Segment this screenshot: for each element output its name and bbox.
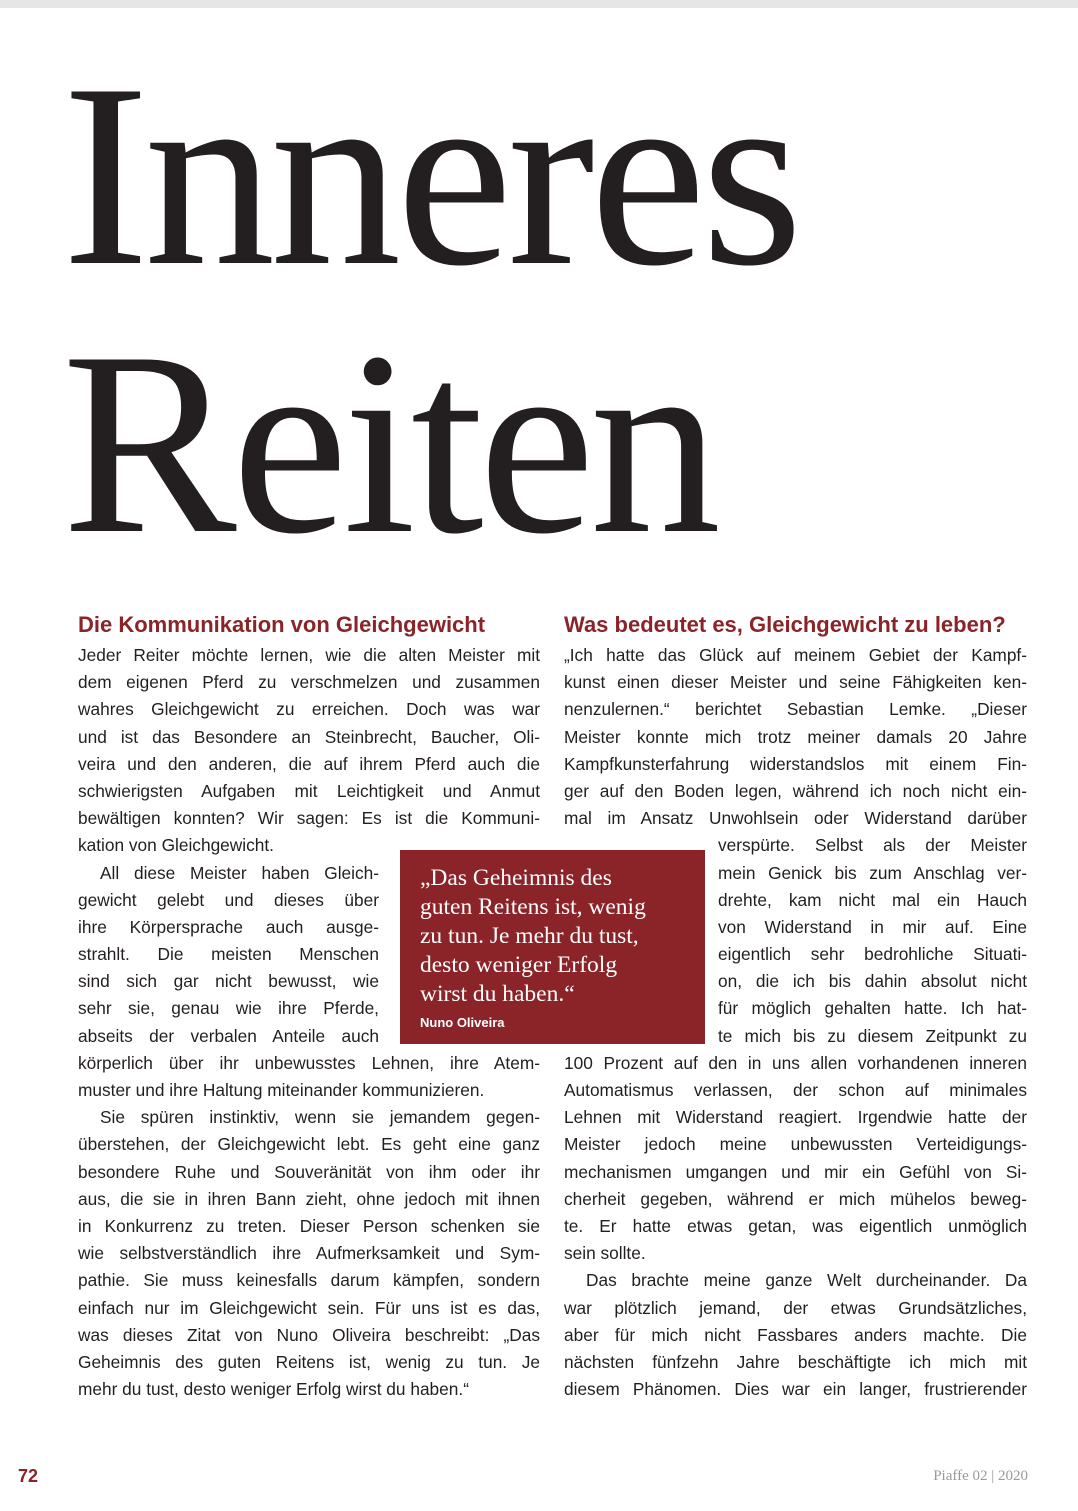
- body-line: besondere Ruhe und Souveränität von ihm oder ihr: [78, 1161, 540, 1182]
- body-line: Kampfkunsterfahrung widerstandslos mit einem Fin-: [564, 753, 1027, 774]
- body-line: dem eigenen Pferd zu verschmelzen und zusammen: [78, 672, 540, 693]
- body-line: mehr du tust, desto weniger Erfolg wirst du haben.“: [78, 1379, 469, 1400]
- body-line: körperlich über ihr unbewusstes Lehnen, ihre Atem-: [78, 1052, 540, 1073]
- body-line: aber für mich nicht Fassbares anders machte. Die: [564, 1324, 1027, 1345]
- body-line: ger auf den Boden legen, während ich noch nicht ein-: [564, 780, 1027, 801]
- body-line: und ist das Besondere an Steinbrecht, Baucher, Oli-: [78, 726, 540, 747]
- body-line: war plötzlich jemand, der etwas Grundsätzliches,: [564, 1297, 1027, 1318]
- body-line: in Konkurrenz zu treten. Dieser Person schenken sie: [78, 1215, 540, 1236]
- body-line: „Ich hatte das Glück auf meinem Gebiet der Kampf-: [564, 645, 1027, 665]
- body-line: einfach nur im Gleichgewicht sein. Für uns ist es das,: [78, 1297, 540, 1318]
- body-line: von Widerstand in mir auf. Eine: [718, 916, 1027, 937]
- body-line: überstehen, der Gleichgewicht lebt. Es geht eine ganz: [78, 1134, 540, 1155]
- pull-quote-author: Nuno Oliveira: [420, 1015, 505, 1030]
- body-line: pathie. Sie muss keinesfalls darum kämpfen, sondern: [78, 1270, 540, 1291]
- body-line: nächsten fünfzehn Jahre beschäftigte ich mich mit: [564, 1351, 1027, 1372]
- body-line: bewältigen konnten? Wir sagen: Es ist die Kommuni-: [78, 808, 540, 829]
- body-line: wie selbstverständlich ihre Aufmerksamkeit und Sym-: [78, 1243, 540, 1264]
- body-line: Sie spüren instinktiv, wenn sie jemandem gegen-: [100, 1107, 540, 1128]
- body-line: gewicht gelebt und dieses über: [78, 889, 379, 910]
- body-line: Jeder Reiter möchte lernen, wie die alten Meister mit: [78, 645, 540, 665]
- article-title-line-2: Reiten: [62, 298, 716, 588]
- body-line: mechanismen umgangen und mir ein Gefühl von Si-: [564, 1161, 1027, 1182]
- page-number: 72: [18, 1466, 39, 1486]
- body-line: abseits der verbalen Anteile auch: [78, 1025, 379, 1046]
- body-line: mal im Ansatz Unwohlsein oder Widerstand darüber: [564, 808, 1027, 829]
- body-line: te. Er hatte etwas getan, was eigentlich unmöglich: [564, 1215, 1027, 1236]
- top-band: [0, 0, 1078, 8]
- body-line: muster und ihre Haltung miteinander kommunizieren.: [78, 1080, 485, 1100]
- body-line: eigentlich sehr bedrohliche Situati-: [718, 944, 1027, 965]
- body-line: verspürte. Selbst als der Meister: [718, 835, 1027, 856]
- body-line: Meister konnte mich trotz meiner damals 20 Jahre: [564, 726, 1027, 747]
- body-line: nenzulernen.“ berichtet Sebastian Lemke. „Dieser: [564, 699, 1027, 720]
- body-line: te mich bis zu diesem Zeitpunkt zu: [718, 1025, 1027, 1046]
- article-title-line-1: Inneres: [62, 30, 799, 320]
- body-line: was dieses Zitat von Nuno Oliveira beschreibt: „Das: [78, 1324, 540, 1345]
- body-line: kunst einen dieser Meister und seine Fähigkeiten ken-: [564, 672, 1027, 693]
- section-heading-right: Was bedeutet es, Gleichgewicht zu leben?: [564, 612, 1006, 637]
- magazine-issue-footer: Piaffe 02 | 2020: [933, 1468, 1028, 1484]
- body-line: drehte, kam nicht mal ein Hauch: [718, 889, 1027, 910]
- body-line: cherheit gegeben, während er mich mühelos beweg-: [564, 1188, 1027, 1209]
- body-line: sehr sie, genau wie ihre Pferde,: [78, 998, 379, 1019]
- body-line: für möglich gehalten hatte. Ich hat-: [718, 998, 1027, 1019]
- pull-quote-text: „Das Geheimnis des guten Reitens ist, wenig zu tun. Je mehr du tust, desto weniger Erfolg wirst du haben.“: [420, 865, 646, 1007]
- body-line: ihre Körpersprache auch ausge-: [78, 916, 379, 937]
- body-line: Automatismus verlassen, der schon auf minimales: [564, 1080, 1027, 1100]
- body-line: sein sollte.: [564, 1243, 646, 1264]
- body-line: veira und den anderen, die auf ihrem Pferd auch die: [78, 753, 540, 774]
- body-line: Geheimnis des guten Reitens ist, wenig zu tun. Je: [78, 1351, 540, 1372]
- body-line: kation von Gleichgewicht.: [78, 835, 274, 856]
- body-line: schwierigsten Aufgaben mit Leichtigkeit und Anmut: [78, 780, 540, 801]
- body-line: strahlt. Die meisten Menschen: [78, 944, 379, 965]
- body-line: Das brachte meine ganze Welt durcheinander. Da: [586, 1270, 1027, 1291]
- body-line: mein Genick bis zum Anschlag ver-: [718, 862, 1027, 883]
- body-line: aus, die sie in ihren Bann zieht, ohne jedoch mit ihnen: [78, 1188, 540, 1209]
- body-line: sind sich gar nicht bewusst, wie: [78, 971, 379, 992]
- body-line: 100 Prozent auf den in uns allen vorhandenen inneren: [564, 1052, 1027, 1073]
- body-line: diesem Phänomen. Dies war ein langer, frustrierender: [564, 1379, 1027, 1400]
- body-line: Lehnen mit Widerstand reagiert. Irgendwie hatte der: [564, 1107, 1027, 1128]
- body-line: wahres Gleichgewicht zu erreichen. Doch was war: [78, 699, 540, 720]
- body-line: All diese Meister haben Gleich-: [100, 862, 379, 883]
- body-line: Meister jedoch meine unbewussten Verteidigungs-: [564, 1134, 1027, 1155]
- section-heading-left: Die Kommunikation von Gleichgewicht: [78, 612, 486, 637]
- pull-quote-box: [400, 850, 705, 1044]
- body-line: on, die ich bis dahin absolut nicht: [718, 971, 1027, 992]
